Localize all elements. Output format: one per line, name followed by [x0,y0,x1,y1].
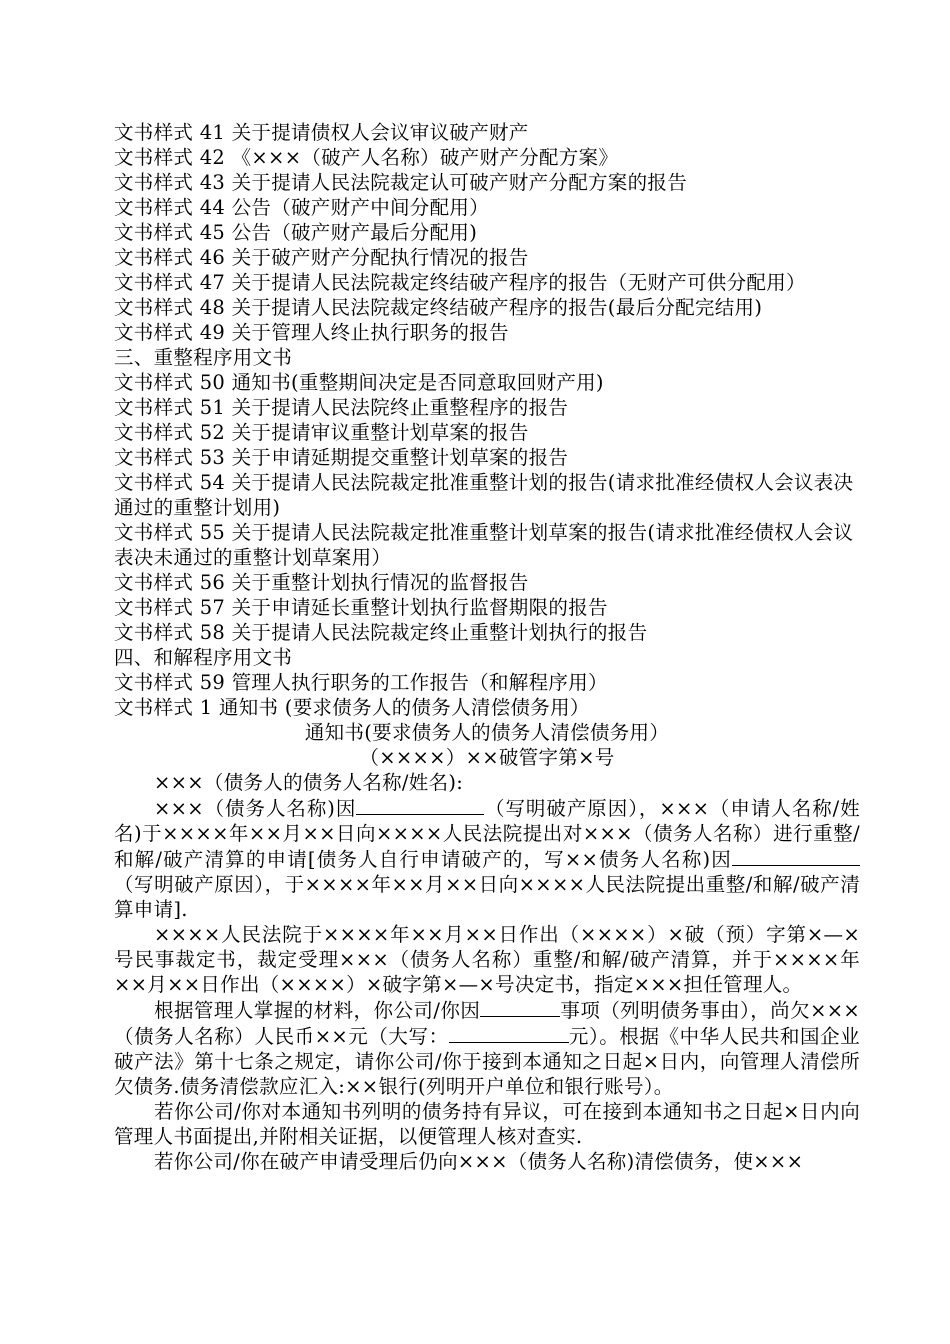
toc-item: 文书样式 43 关于提请人民法院裁定认可破产财产分配方案的报告 [114,171,688,194]
notice-title: 通知书(要求债务人的债务人清偿债务用） [304,721,670,744]
document-number: （××××）××破管字第×号 [359,746,615,769]
fill-in-blank [732,846,860,866]
salutation: ×××（债务人的债务人名称/姓名): [154,771,464,794]
paragraph-background [114,795,860,922]
paragraph-court-ruling: ××××人民法院于××××年××月××日作出（××××）×破（预）字第×—×号民事裁定书，裁定受理×××（债务人名称）重整/和解/破产清算，并于××××年××月××日作出（××××）×破字第×—×号决定书，指定×××担任管理人。 [114,923,860,996]
document-body [114,120,860,1174]
fill-in-blank [356,795,484,815]
toc-item: 文书样式 44 公告（破产财产中间分配用） [114,196,490,219]
paragraph-text: 根据管理人掌握的材料，你公司/你因 [154,999,481,1022]
toc-item: 文书样式 56 关于重整计划执行情况的监督报告 [114,571,529,594]
toc-item: 文书样式 54 关于提请人民法院裁定批准重整计划的报告(请求批准经债权人会议表决通过的重整计划用) [114,471,854,519]
section-heading: 四、和解程序用文书 [114,646,293,669]
toc-item: 文书样式 58 关于提请人民法院裁定终止重整计划执行的报告 [114,621,648,644]
toc-item: 文书样式 45 公告（破产财产最后分配用) [114,221,478,244]
paragraph-text: ×××（债务人名称)因 [154,797,357,820]
paragraph-debt-demand [114,997,860,1099]
toc-item: 文书样式 47 关于提请人民法院裁定终结破产程序的报告（无财产可供分配用） [114,271,806,294]
toc-item: 文书样式 46 关于破产财产分配执行情况的报告 [114,246,529,269]
toc-item: 文书样式 52 关于提请审议重整计划草案的报告 [114,421,529,444]
toc-item: 文书样式 57 关于申请延长重整计划执行监督期限的报告 [114,596,608,619]
toc-item: 文书样式 59 管理人执行职务的工作报告（和解程序用） [114,671,608,694]
section-heading: 三、重整程序用文书 [114,346,293,369]
toc-item: 文书样式 50 通知书(重整期间决定是否同意取回财产用) [114,371,604,394]
toc-item: 文书样式 42 《×××（破产人名称）破产财产分配方案》 [114,146,619,169]
fill-in-blank [449,1023,569,1043]
paragraph-text: 事项（列明债务事由），尚欠×××（债务人名称）人民币××元（大写： [114,999,860,1048]
paragraph-text: （写明破产原因），于××××年××月××日向××××人民法院提出重整/和解/破产清算申请]. [114,873,860,921]
paragraph-repayment-warning: 若你公司/你在破产申请受理后仍向×××（债务人名称)清偿债务，使××× [154,1150,804,1173]
paragraph-text: （写明破产原因），×××（申请人名称/姓名)于××××年××月××日向××××人民法院提出对×××（债务人名称）进行重整/和解/破产清算的申请[债务人自行申请破产的，写××债务人名称)因 [114,797,860,871]
paragraph-objection: 若你公司/你对本通知书列明的债务持有异议，可在接到本通知书之日起×日内向管理人书面提出,并附相关证据，以便管理人核对查实. [114,1100,860,1148]
toc-item: 文书样式 41 关于提请债权人会议审议破产财产 [114,121,529,144]
paragraph-text: 元）。根据《中华人民共和国企业破产法》第十七条之规定，请你公司/你于接到本通知之日起×日内，向管理人清偿所欠债务.债务清偿款应汇入:××银行(列明开户单位和银行账号）。 [114,1025,860,1098]
toc-item: 文书样式 53 关于申请延期提交重整计划草案的报告 [114,446,569,469]
toc-item: 文书样式 55 关于提请人民法院裁定批准重整计划草案的报告(请求批准经债权人会议表决未通过的重整计划草案用） [114,521,854,569]
toc-item: 文书样式 49 关于管理人终止执行职务的报告 [114,321,509,344]
toc-item: 文书样式 1 通知书 (要求债务人的债务人清偿债务用） [114,696,590,719]
fill-in-blank [480,997,560,1017]
form-list [114,120,860,720]
toc-item: 文书样式 48 关于提请人民法院裁定终结破产程序的报告(最后分配完结用) [114,296,763,319]
toc-item: 文书样式 51 关于提请人民法院终止重整程序的报告 [114,396,569,419]
